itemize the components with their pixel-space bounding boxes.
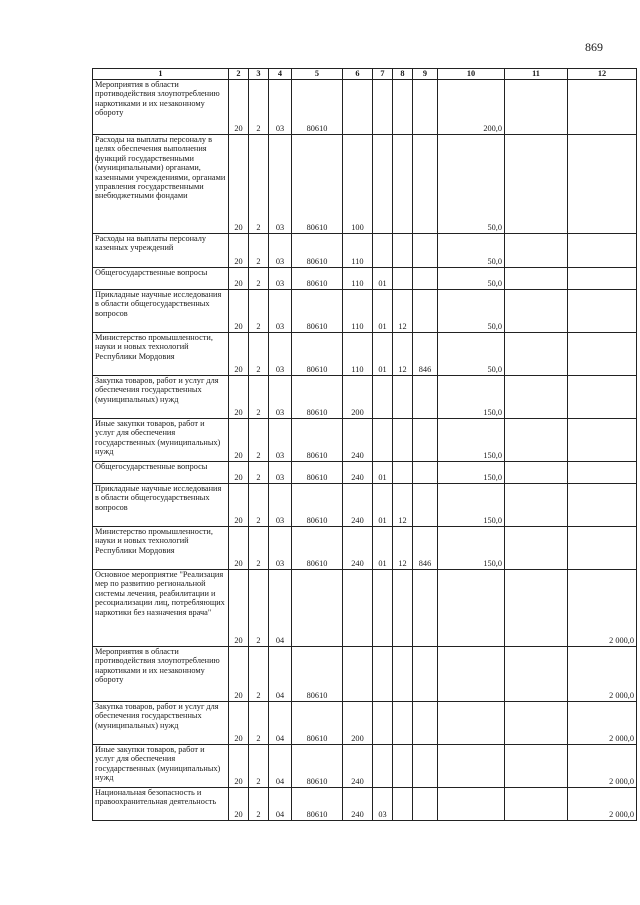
cell-col-12 [568, 268, 637, 290]
cell-col-2: 20 [229, 570, 249, 647]
cell-col-6: 200 [343, 702, 373, 745]
cell-col-6: 240 [343, 788, 373, 821]
cell-col-8: 12 [393, 333, 413, 376]
cell-col-3: 2 [249, 80, 269, 135]
row-description: Национальная безопасность и правоохранительная деятельность [93, 788, 229, 821]
cell-col-7 [373, 419, 393, 462]
cell-col-6: 240 [343, 419, 373, 462]
cell-col-5: 80610 [292, 745, 343, 788]
cell-col-12: 2 000,0 [568, 647, 637, 702]
cell-col-7: 03 [373, 788, 393, 821]
cell-col-12 [568, 290, 637, 333]
cell-col-3: 2 [249, 290, 269, 333]
cell-col-10 [438, 788, 505, 821]
cell-col-10: 150,0 [438, 484, 505, 527]
cell-col-7 [373, 234, 393, 268]
cell-col-9 [413, 462, 438, 484]
cell-col-10 [438, 745, 505, 788]
row-description: Иные закупки товаров, работ и услуг для обеспечения государственных (муниципальных) нужд [93, 419, 229, 462]
cell-col-11 [505, 268, 568, 290]
cell-col-6: 100 [343, 135, 373, 234]
cell-col-10: 150,0 [438, 462, 505, 484]
cell-col-10: 50,0 [438, 135, 505, 234]
cell-col-4: 03 [269, 419, 292, 462]
cell-col-8 [393, 234, 413, 268]
cell-col-6: 240 [343, 484, 373, 527]
cell-col-10: 150,0 [438, 527, 505, 570]
row-description: Основное мероприятие "Реализация мер по развитию региональной системы лечения, реабилитации и ресоциализации лиц, потребляющих наркотики без назначения врача" [93, 570, 229, 647]
cell-col-5: 80610 [292, 527, 343, 570]
table-row [93, 80, 637, 135]
cell-col-10: 200,0 [438, 80, 505, 135]
col-header: 12 [568, 69, 637, 80]
cell-col-4: 03 [269, 333, 292, 376]
cell-col-8 [393, 80, 413, 135]
cell-col-5: 80610 [292, 376, 343, 419]
cell-col-4: 04 [269, 745, 292, 788]
cell-col-8 [393, 745, 413, 788]
cell-col-10 [438, 647, 505, 702]
row-description: Расходы на выплаты персоналу казенных учреждений [93, 234, 229, 268]
cell-col-3: 2 [249, 333, 269, 376]
cell-col-11 [505, 745, 568, 788]
cell-col-7 [373, 647, 393, 702]
cell-col-4: 03 [269, 462, 292, 484]
cell-col-6: 240 [343, 462, 373, 484]
col-header: 3 [249, 69, 269, 80]
cell-col-5: 80610 [292, 647, 343, 702]
cell-col-3: 2 [249, 234, 269, 268]
row-description: Мероприятия в области противодействия злоупотреблению наркотиками и их незаконному обороту [93, 647, 229, 702]
cell-col-7: 01 [373, 290, 393, 333]
cell-col-7 [373, 570, 393, 647]
cell-col-9 [413, 268, 438, 290]
cell-col-4: 03 [269, 527, 292, 570]
cell-col-6: 110 [343, 333, 373, 376]
cell-col-2: 20 [229, 234, 249, 268]
row-description: Прикладные научные исследования в области общегосударственных вопросов [93, 484, 229, 527]
table-row [93, 290, 637, 333]
col-header: 11 [505, 69, 568, 80]
cell-col-2: 20 [229, 647, 249, 702]
cell-col-12 [568, 484, 637, 527]
cell-col-4: 04 [269, 788, 292, 821]
cell-col-7: 01 [373, 484, 393, 527]
cell-col-9 [413, 788, 438, 821]
cell-col-11 [505, 80, 568, 135]
col-header: 2 [229, 69, 249, 80]
cell-col-9 [413, 647, 438, 702]
cell-col-7 [373, 80, 393, 135]
cell-col-3: 2 [249, 135, 269, 234]
cell-col-8 [393, 376, 413, 419]
cell-col-11 [505, 570, 568, 647]
cell-col-11 [505, 290, 568, 333]
cell-col-8: 12 [393, 290, 413, 333]
table-row [93, 745, 637, 788]
cell-col-7: 01 [373, 462, 393, 484]
cell-col-10 [438, 702, 505, 745]
cell-col-10: 150,0 [438, 376, 505, 419]
cell-col-8 [393, 788, 413, 821]
cell-col-12: 2 000,0 [568, 702, 637, 745]
cell-col-7: 01 [373, 333, 393, 376]
cell-col-7 [373, 376, 393, 419]
cell-col-4: 03 [269, 135, 292, 234]
cell-col-3: 2 [249, 745, 269, 788]
cell-col-3: 2 [249, 484, 269, 527]
cell-col-9: 846 [413, 527, 438, 570]
cell-col-5: 80610 [292, 290, 343, 333]
cell-col-4: 03 [269, 80, 292, 135]
cell-col-2: 20 [229, 268, 249, 290]
cell-col-4: 04 [269, 647, 292, 702]
cell-col-8 [393, 268, 413, 290]
table-row [93, 234, 637, 268]
cell-col-11 [505, 647, 568, 702]
cell-col-9: 846 [413, 333, 438, 376]
cell-col-5: 80610 [292, 788, 343, 821]
cell-col-9 [413, 702, 438, 745]
table-row [93, 376, 637, 419]
cell-col-2: 20 [229, 527, 249, 570]
table-row [93, 462, 637, 484]
cell-col-6: 110 [343, 234, 373, 268]
cell-col-2: 20 [229, 702, 249, 745]
cell-col-4: 03 [269, 484, 292, 527]
row-description: Иные закупки товаров, работ и услуг для обеспечения государственных (муниципальных) нужд [93, 745, 229, 788]
cell-col-9 [413, 80, 438, 135]
cell-col-5: 80610 [292, 419, 343, 462]
cell-col-7 [373, 135, 393, 234]
cell-col-6: 240 [343, 745, 373, 788]
col-header: 6 [343, 69, 373, 80]
cell-col-3: 2 [249, 788, 269, 821]
cell-col-3: 2 [249, 419, 269, 462]
table-row [93, 647, 637, 702]
cell-col-3: 2 [249, 570, 269, 647]
cell-col-12 [568, 333, 637, 376]
cell-col-4: 03 [269, 290, 292, 333]
cell-col-11 [505, 702, 568, 745]
row-description: Министерство промышленности, науки и новых технологий Республики Мордовия [93, 527, 229, 570]
cell-col-4: 03 [269, 234, 292, 268]
cell-col-5: 80610 [292, 234, 343, 268]
cell-col-8 [393, 570, 413, 647]
cell-col-2: 20 [229, 135, 249, 234]
table-row [93, 527, 637, 570]
cell-col-3: 2 [249, 527, 269, 570]
cell-col-9 [413, 290, 438, 333]
cell-col-9 [413, 745, 438, 788]
header-row [93, 69, 637, 80]
table-row [93, 484, 637, 527]
cell-col-12 [568, 419, 637, 462]
page-number: 869 [585, 40, 603, 54]
cell-col-5: 80610 [292, 268, 343, 290]
cell-col-2: 20 [229, 290, 249, 333]
cell-col-5: 80610 [292, 702, 343, 745]
table-row [93, 333, 637, 376]
col-header: 8 [393, 69, 413, 80]
cell-col-2: 20 [229, 80, 249, 135]
col-header: 4 [269, 69, 292, 80]
table-row [93, 268, 637, 290]
col-header: 5 [292, 69, 343, 80]
cell-col-10 [438, 570, 505, 647]
row-description: Общегосударственные вопросы [93, 462, 229, 484]
cell-col-9 [413, 135, 438, 234]
cell-col-2: 20 [229, 376, 249, 419]
row-description: Прикладные научные исследования в области общегосударственных вопросов [93, 290, 229, 333]
row-description: Мероприятия в области противодействия злоупотреблению наркотиками и их незаконному обороту [93, 80, 229, 135]
table-row [93, 702, 637, 745]
cell-col-10: 50,0 [438, 290, 505, 333]
cell-col-5: 80610 [292, 80, 343, 135]
cell-col-5 [292, 570, 343, 647]
cell-col-4: 03 [269, 268, 292, 290]
cell-col-9 [413, 419, 438, 462]
cell-col-10: 50,0 [438, 333, 505, 376]
cell-col-6: 110 [343, 290, 373, 333]
row-description: Расходы на выплаты персоналу в целях обеспечения выполнения функций государственными (муниципальными) органами, казенными учреждениями, органами управления государственными внебюджетными фондами [93, 135, 229, 234]
cell-col-2: 20 [229, 788, 249, 821]
cell-col-2: 20 [229, 745, 249, 788]
cell-col-12 [568, 234, 637, 268]
cell-col-10: 50,0 [438, 234, 505, 268]
cell-col-8 [393, 462, 413, 484]
cell-col-9 [413, 484, 438, 527]
cell-col-8: 12 [393, 484, 413, 527]
cell-col-12 [568, 527, 637, 570]
cell-col-3: 2 [249, 462, 269, 484]
cell-col-11 [505, 788, 568, 821]
cell-col-6: 240 [343, 527, 373, 570]
cell-col-9 [413, 234, 438, 268]
cell-col-5: 80610 [292, 333, 343, 376]
table-row [93, 419, 637, 462]
cell-col-11 [505, 333, 568, 376]
cell-col-7: 01 [373, 268, 393, 290]
col-header: 1 [93, 69, 229, 80]
cell-col-2: 20 [229, 419, 249, 462]
cell-col-6: 200 [343, 376, 373, 419]
col-header: 7 [373, 69, 393, 80]
col-header: 10 [438, 69, 505, 80]
cell-col-12 [568, 462, 637, 484]
cell-col-8: 12 [393, 527, 413, 570]
cell-col-2: 20 [229, 462, 249, 484]
cell-col-6 [343, 647, 373, 702]
cell-col-3: 2 [249, 647, 269, 702]
table-row [93, 788, 637, 821]
cell-col-7 [373, 702, 393, 745]
cell-col-7: 01 [373, 527, 393, 570]
cell-col-11 [505, 527, 568, 570]
cell-col-11 [505, 376, 568, 419]
cell-col-9 [413, 376, 438, 419]
cell-col-10: 50,0 [438, 268, 505, 290]
cell-col-6 [343, 80, 373, 135]
cell-col-3: 2 [249, 702, 269, 745]
cell-col-12: 2 000,0 [568, 745, 637, 788]
cell-col-6: 110 [343, 268, 373, 290]
cell-col-12 [568, 376, 637, 419]
cell-col-8 [393, 135, 413, 234]
cell-col-4: 03 [269, 376, 292, 419]
row-description: Общегосударственные вопросы [93, 268, 229, 290]
cell-col-6 [343, 570, 373, 647]
table-row [93, 570, 637, 647]
cell-col-11 [505, 484, 568, 527]
cell-col-8 [393, 419, 413, 462]
cell-col-3: 2 [249, 268, 269, 290]
cell-col-12: 2 000,0 [568, 788, 637, 821]
cell-col-4: 04 [269, 702, 292, 745]
cell-col-8 [393, 647, 413, 702]
table-row [93, 135, 637, 234]
cell-col-2: 20 [229, 333, 249, 376]
cell-col-9 [413, 570, 438, 647]
row-description: Закупка товаров, работ и услуг для обеспечения государственных (муниципальных) нужд [93, 376, 229, 419]
col-header: 9 [413, 69, 438, 80]
cell-col-5: 80610 [292, 484, 343, 527]
cell-col-2: 20 [229, 484, 249, 527]
row-description: Закупка товаров, работ и услуг для обеспечения государственных (муниципальных) нужд [93, 702, 229, 745]
budget-table [92, 68, 637, 821]
cell-col-8 [393, 702, 413, 745]
cell-col-12: 2 000,0 [568, 570, 637, 647]
cell-col-11 [505, 135, 568, 234]
cell-col-10: 150,0 [438, 419, 505, 462]
cell-col-11 [505, 462, 568, 484]
cell-col-3: 2 [249, 376, 269, 419]
cell-col-5: 80610 [292, 462, 343, 484]
cell-col-12 [568, 135, 637, 234]
cell-col-11 [505, 419, 568, 462]
cell-col-5: 80610 [292, 135, 343, 234]
cell-col-12 [568, 80, 637, 135]
cell-col-7 [373, 745, 393, 788]
cell-col-11 [505, 234, 568, 268]
cell-col-4: 04 [269, 570, 292, 647]
row-description: Министерство промышленности, науки и новых технологий Республики Мордовия [93, 333, 229, 376]
